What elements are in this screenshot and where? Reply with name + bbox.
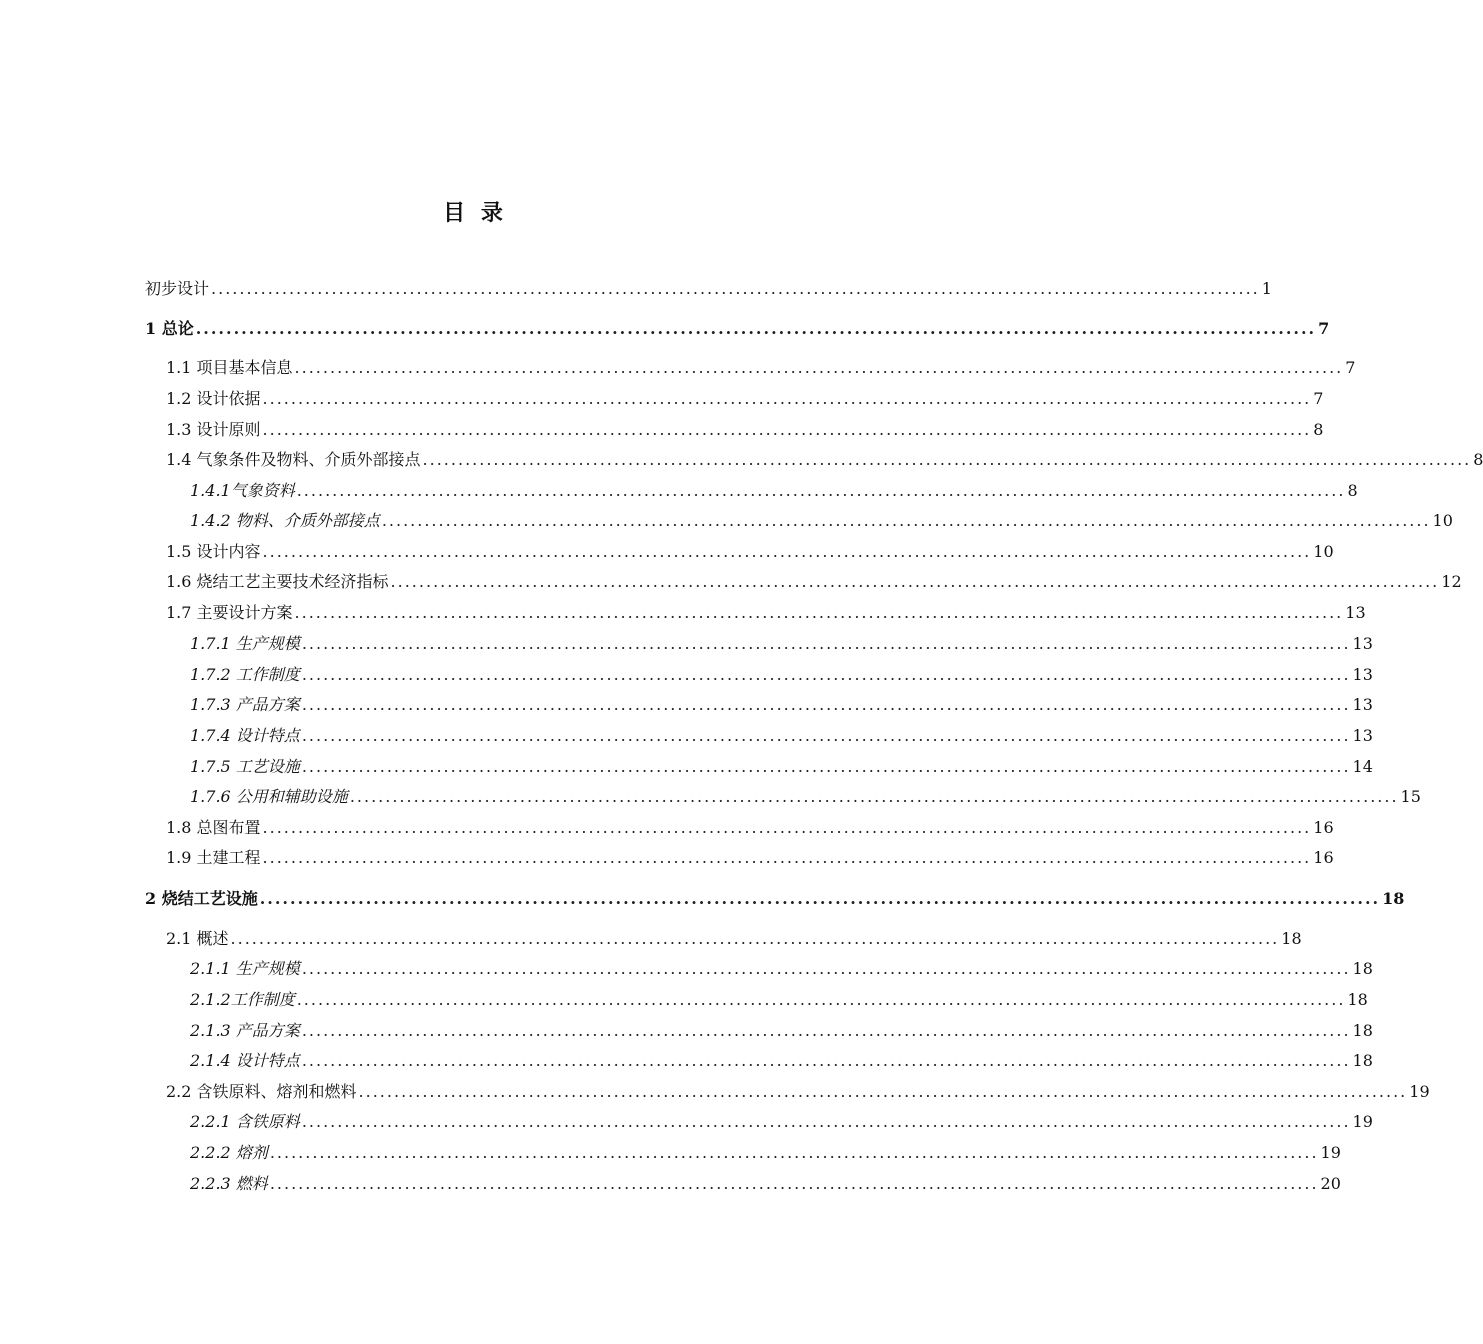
toc-entry-label: 1.5 设计内容	[166, 542, 261, 561]
toc-entry[interactable]	[190, 664, 1373, 686]
dot-leader: ....................................................................................................................................................	[269, 1143, 1319, 1162]
toc-entry-page: 10	[1313, 542, 1334, 561]
dot-leader: ....................................................................................................................................................	[262, 542, 1312, 561]
toc-entry[interactable]	[190, 756, 1373, 778]
toc-entry-page: 10	[1432, 511, 1453, 530]
toc-entry[interactable]	[145, 888, 1405, 910]
toc-entry-page: 1	[1261, 279, 1272, 298]
toc-entry-page: 7	[1313, 389, 1324, 408]
dot-leader: ....................................................................................................................................................	[294, 603, 1344, 622]
toc-entry-label: 2.1.2工作制度	[190, 990, 295, 1009]
page-title: 目 录	[443, 200, 507, 226]
toc-entry-label: 1.3 设计原则	[166, 420, 261, 439]
toc-entry-page: 14	[1352, 757, 1373, 776]
toc-entry-label: 1.7.5 工艺设施	[190, 757, 300, 776]
toc-entry[interactable]	[190, 958, 1373, 980]
dot-leader: ....................................................................................................................................................	[301, 1051, 1351, 1070]
toc-entry-label: 2.2.3 燃料	[190, 1174, 268, 1193]
toc-entry[interactable]	[190, 480, 1358, 502]
toc-entry[interactable]	[166, 357, 1356, 379]
dot-leader: ....................................................................................................................................................	[301, 695, 1351, 714]
toc-entry[interactable]	[166, 449, 1483, 471]
dot-leader: ....................................................................................................................................................	[390, 572, 1440, 591]
dot-leader: ....................................................................................................................................................	[262, 389, 1312, 408]
dot-leader: ....................................................................................................................................................	[301, 665, 1351, 684]
dot-leader: ....................................................................................................................................................	[349, 787, 1399, 806]
toc-entry[interactable]	[190, 1142, 1341, 1164]
toc-entry-label: 1.4.1气象资料	[190, 481, 295, 500]
toc-entry-page: 18	[1347, 990, 1368, 1009]
dot-leader: ....................................................................................................................................................	[262, 848, 1312, 867]
toc-entry-page: 18	[1281, 929, 1302, 948]
toc-entry[interactable]	[145, 318, 1330, 340]
toc-entry-label: 1.7 主要设计方案	[166, 603, 293, 622]
toc-entry-label: 1.4 气象条件及物料、介质外部接点	[166, 450, 421, 469]
toc-entry-label: 2.1 概述	[166, 929, 229, 948]
toc-entry[interactable]	[190, 633, 1373, 655]
toc-entry[interactable]	[190, 1050, 1373, 1072]
dot-leader: ....................................................................................................................................................	[296, 990, 1346, 1009]
toc-entry[interactable]	[190, 1020, 1373, 1042]
dot-leader: ....................................................................................................................................................	[301, 726, 1351, 745]
toc-entry-label: 1.7.3 产品方案	[190, 695, 300, 714]
toc-entry-page: 19	[1320, 1143, 1341, 1162]
toc-entry-label: 2.2.1 含铁原料	[190, 1112, 300, 1131]
dot-leader: ....................................................................................................................................................	[301, 1112, 1351, 1131]
toc-entry[interactable]	[190, 694, 1373, 716]
toc-entry-page: 16	[1313, 848, 1334, 867]
toc-entry-label: 初步设计	[145, 279, 210, 298]
toc-entry-page: 20	[1320, 1174, 1341, 1193]
dot-leader: ....................................................................................................................................................	[296, 481, 1346, 500]
dot-leader: ....................................................................................................................................................	[381, 511, 1431, 530]
toc-entry[interactable]	[166, 541, 1334, 563]
dot-leader: ....................................................................................................................................................	[259, 889, 1381, 908]
toc-entry[interactable]	[166, 817, 1334, 839]
toc-entry[interactable]	[190, 725, 1373, 747]
toc-entry[interactable]	[166, 419, 1324, 441]
dot-leader: ....................................................................................................................................................	[294, 358, 1344, 377]
toc-entry-label: 2.1.3 产品方案	[190, 1021, 300, 1040]
toc-entry-page: 19	[1409, 1082, 1430, 1101]
dot-leader: ....................................................................................................................................................	[301, 757, 1351, 776]
toc-entry-label: 1 总论	[145, 319, 194, 338]
toc-entry-page: 18	[1352, 1021, 1373, 1040]
toc-entry-label: 2 烧结工艺设施	[145, 889, 258, 908]
toc-entry-label: 1.4.2 物料、介质外部接点	[190, 511, 380, 530]
dot-leader: ....................................................................................................................................................	[301, 634, 1351, 653]
dot-leader: ....................................................................................................................................................	[262, 818, 1312, 837]
toc-entry-page: 19	[1352, 1112, 1373, 1131]
toc-entry[interactable]	[166, 1081, 1430, 1103]
toc-entry-page: 8	[1473, 450, 1483, 469]
toc-entry[interactable]	[166, 602, 1366, 624]
toc-entry-label: 2.1.1 生产规模	[190, 959, 300, 978]
dot-leader: ....................................................................................................................................................	[358, 1082, 1408, 1101]
toc-entry-page: 18	[1352, 959, 1373, 978]
toc-entry[interactable]	[166, 847, 1334, 869]
toc-entry-label: 1.7.1 生产规模	[190, 634, 300, 653]
toc-entry-page: 8	[1313, 420, 1324, 439]
toc-entry-label: 1.7.2 工作制度	[190, 665, 300, 684]
toc-entry[interactable]	[190, 510, 1453, 532]
toc-entry[interactable]	[166, 388, 1324, 410]
toc-entry-label: 2.2 含铁原料、熔剂和燃料	[166, 1082, 357, 1101]
toc-entry-page: 13	[1345, 603, 1366, 622]
toc-entry[interactable]	[190, 786, 1421, 808]
dot-leader: ....................................................................................................................................................	[262, 420, 1312, 439]
dot-leader: ....................................................................................................................................................	[301, 1021, 1351, 1040]
dot-leader: ....................................................................................................................................................	[422, 450, 1472, 469]
toc-entry-page: 16	[1313, 818, 1334, 837]
toc-entry-page: 13	[1352, 726, 1373, 745]
toc-entry-page: 13	[1352, 665, 1373, 684]
toc-entry-label: 1.7.6 公用和辅助设施	[190, 787, 348, 806]
toc-entry-page: 7	[1318, 319, 1330, 338]
dot-leader: ....................................................................................................................................................	[301, 959, 1351, 978]
toc-entry-label: 1.6 烧结工艺主要技术经济指标	[166, 572, 389, 591]
toc-entry-page: 12	[1441, 572, 1462, 591]
toc-entry-label: 1.1 项目基本信息	[166, 358, 293, 377]
toc-entry-page: 15	[1400, 787, 1421, 806]
toc-entry[interactable]	[166, 928, 1302, 950]
toc-entry[interactable]	[145, 278, 1272, 300]
dot-leader: ....................................................................................................................................................	[195, 319, 1317, 338]
toc-entry-label: 2.1.4 设计特点	[190, 1051, 300, 1070]
toc-entry-page: 18	[1382, 889, 1405, 908]
toc-entry-label: 1.2 设计依据	[166, 389, 261, 408]
toc-entry-label: 2.2.2 熔剂	[190, 1143, 268, 1162]
toc-entry-page: 18	[1352, 1051, 1373, 1070]
toc-entry[interactable]	[190, 1173, 1341, 1195]
toc-entry[interactable]	[166, 571, 1462, 593]
dot-leader: ....................................................................................................................................................	[230, 929, 1280, 948]
toc-entry-page: 13	[1352, 634, 1373, 653]
toc-entry-page: 7	[1345, 358, 1356, 377]
dot-leader: ....................................................................................................................................................	[269, 1174, 1319, 1193]
toc-entry-page: 8	[1347, 481, 1358, 500]
toc-entry-label: 1.8 总图布置	[166, 818, 261, 837]
toc-entry-label: 1.7.4 设计特点	[190, 726, 300, 745]
toc-entry[interactable]	[190, 1111, 1373, 1133]
toc-entry-label: 1.9 土建工程	[166, 848, 261, 867]
dot-leader: ....................................................................................................................................................	[211, 279, 1260, 298]
toc-entry[interactable]	[190, 989, 1368, 1011]
toc-entry-page: 13	[1352, 695, 1373, 714]
